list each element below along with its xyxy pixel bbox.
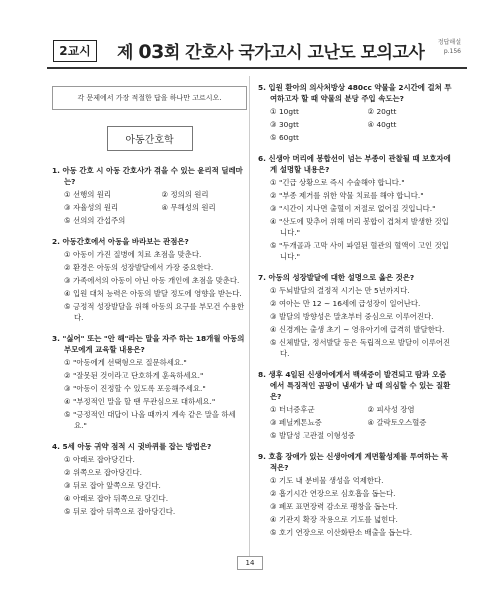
question-text: 3. "싫어" 또는 "안 해"라는 말을 자주 하는 18개월 아동의 부모에게 교육할 내용은? (52, 334, 245, 354)
answer-option[interactable]: ③ "시간이 지나면 출혈이 저절로 없어질 것입니다." (270, 204, 436, 213)
question-item (52, 333, 247, 431)
session-badge: 2교시 (53, 40, 97, 62)
answer-option[interactable]: ② 여아는 만 12 ~ 16세에 급성장이 일어난다. (270, 299, 421, 308)
question-item (258, 451, 453, 538)
answer-option[interactable]: ④ "부정적인 말을 할 땐 무관심으로 대하세요." (64, 397, 216, 406)
column-divider (249, 76, 250, 556)
left-column (52, 82, 247, 527)
answer-option[interactable]: ③ 페닐케톤뇨증 (270, 418, 322, 427)
question-item (52, 236, 247, 323)
page-number: 14 (237, 556, 263, 570)
option-list (52, 187, 247, 226)
answer-option[interactable]: ② 20gtt (367, 107, 397, 116)
answer-option[interactable]: ④ 입원 대처 능력은 아동의 발달 정도에 영향을 받는다. (64, 289, 242, 298)
answer-option[interactable]: ④ 무해성의 원리 (161, 203, 216, 212)
answer-option[interactable]: ① "아동에게 선택형으로 질문하세요." (64, 358, 187, 367)
instruction-box: 각 문제에서 가장 적절한 답을 하나만 고르시오. (52, 86, 247, 110)
answer-option[interactable]: ⑤ 호기 연장으로 이산화탄소 배출을 돕는다. (270, 528, 413, 537)
answer-option[interactable]: ① "긴급 상황으로 즉시 수술해야 합니다." (270, 178, 405, 187)
answer-option[interactable]: ② 피사성 장염 (367, 405, 415, 414)
answer-reference (438, 38, 461, 56)
page-header (47, 30, 467, 68)
answer-option[interactable]: ⑤ 선의의 간섭주의 (64, 216, 126, 225)
title-number: 03 (138, 41, 164, 63)
title-prefix: 제 (117, 43, 133, 63)
answer-option[interactable]: ④ 40gtt (367, 120, 397, 129)
answer-option[interactable]: ③ 발달의 방향성은 말초부터 중심으로 이루어진다. (270, 312, 434, 321)
answer-option[interactable]: ① 두뇌발달의 결정적 시기는 만 5년까지다. (270, 286, 410, 295)
question-item (258, 82, 453, 143)
question-text: 6. 신생아 머리에 봉합선이 넘는 부종이 관찰될 때 보호자에게 설명할 내용은? (258, 154, 451, 174)
answer-ref-page: p.156 (443, 48, 461, 55)
question-text: 2. 아동간호에서 아동을 바라보는 관점은? (52, 237, 189, 246)
question-item (258, 153, 453, 262)
answer-option[interactable]: ⑤ 60gtt (270, 133, 299, 142)
answer-option[interactable]: ③ 30gtt (270, 120, 299, 129)
answer-option[interactable]: ① 아동이 가진 질병에 치료 초점을 맞춘다. (64, 250, 202, 259)
answer-option[interactable]: ② 위쪽으로 잡아당긴다. (64, 468, 142, 477)
left-question-list (52, 165, 247, 517)
option-list (52, 454, 247, 517)
option-list (258, 285, 453, 359)
exam-title (117, 38, 424, 63)
answer-option[interactable]: ⑤ "긍정적인 대답이 나올 때까지 계속 같은 말을 하세요." (64, 410, 236, 430)
answer-option[interactable]: ③ 자율성의 원리 (64, 203, 119, 212)
answer-option[interactable]: ② 정의의 원리 (161, 190, 209, 199)
right-question-list (258, 82, 453, 538)
answer-option[interactable]: ⑤ 뒤로 잡아 뒤쪽으로 잡아당긴다. (64, 507, 176, 516)
answer-option[interactable]: ④ 아래로 잡아 뒤쪽으로 당긴다. (64, 494, 169, 503)
question-text: 9. 호흡 장애가 있는 신생아에게 계면활성제를 투여하는 목적은? (258, 452, 449, 472)
title-rest: 회 간호사 국가고시 고난도 모의고사 (163, 43, 425, 63)
answer-option[interactable]: ① 터너증후군 (270, 405, 315, 414)
answer-option[interactable]: ③ 폐포 표면장력 감소로 팽창을 돕는다. (270, 502, 398, 511)
subject-label: 아동간호학 (107, 126, 193, 151)
answer-option[interactable]: ⑤ 신체발달, 정서발달 등은 독립적으로 발달이 이루어진다. (270, 338, 451, 358)
option-list (258, 475, 453, 538)
answer-option[interactable]: ① 기도 내 분비물 생성을 억제한다. (270, 476, 384, 485)
answer-option[interactable]: ① 10gtt (270, 107, 299, 116)
answer-option[interactable]: ④ 신경계는 출생 초기 ~ 영유아기에 급격히 발달한다. (270, 325, 445, 334)
answer-ref-label: 정답해설 (437, 39, 461, 46)
option-list (258, 104, 453, 143)
answer-option[interactable]: ② 환경은 아동의 성장발달에서 가장 중요한다. (64, 263, 214, 272)
question-item (258, 272, 453, 359)
answer-option[interactable]: ⑤ "두개골과 고막 사이 파열된 혈관의 혈액이 고인 것입니다." (270, 241, 449, 261)
answer-option[interactable]: ④ "산도에 맞추어 위해 머리 봉합이 겹쳐져 발생한 것입니다." (270, 217, 449, 237)
header-divider (47, 67, 467, 69)
question-text: 5. 입원 환아의 의사처방상 480cc 약물을 2시간에 걸쳐 투여하고자 할 때 약물의 분당 주입 속도는? (258, 83, 452, 103)
question-text: 4. 5세 아동 귀약 점적 시 귓바퀴를 잡는 방법은? (52, 442, 212, 451)
question-text: 8. 생후 4일된 신생아에게서 백색증이 발견되고 땀과 오줌에서 특징적인 곰팡이 냄새가 날 때 의심할 수 있는 질환은? (258, 370, 451, 401)
question-text: 7. 아동의 성장발달에 대한 설명으로 옳은 것은? (258, 273, 415, 282)
question-item (258, 369, 453, 441)
answer-option[interactable]: ④ 기관지 확장 작용으로 기도를 넓힌다. (270, 515, 398, 524)
answer-option[interactable]: ② 흡기시간 연장으로 심호흡을 돕는다. (270, 489, 396, 498)
option-list (258, 177, 453, 262)
option-list (258, 402, 453, 441)
question-item (52, 441, 247, 517)
answer-option[interactable]: ⑤ 긍정적 성장발달을 위해 아동의 요구를 부모건 수용한다. (64, 302, 245, 322)
question-item (52, 165, 247, 226)
answer-option[interactable]: ② "부종 제거를 위한 약물 치료를 해야 합니다." (270, 191, 424, 200)
answer-option[interactable]: ① 선행의 원리 (64, 190, 112, 199)
answer-option[interactable]: ③ 뒤로 잡아 앞쪽으로 당긴다. (64, 481, 161, 490)
right-column (258, 82, 453, 548)
option-list (52, 357, 247, 431)
answer-option[interactable]: ⑤ 발달성 고관절 이형성증 (270, 431, 356, 440)
answer-option[interactable]: ④ 갈락토오스혈증 (367, 418, 427, 427)
question-text: 1. 아동 간호 시 아동 간호사가 겪을 수 있는 윤리적 딜레마는? (52, 166, 243, 186)
option-list (52, 249, 247, 323)
answer-option[interactable]: ① 아래로 잡아당긴다. (64, 455, 135, 464)
answer-option[interactable]: ③ "아동이 진정할 수 있도록 포옹해주세요." (64, 384, 206, 393)
answer-option[interactable]: ③ 가족에서의 아동이 아닌 아동 개인에 초점을 맞춘다. (64, 276, 240, 285)
answer-option[interactable]: ② "잘못된 것이라고 단호하게 훈육하세요." (64, 371, 204, 380)
